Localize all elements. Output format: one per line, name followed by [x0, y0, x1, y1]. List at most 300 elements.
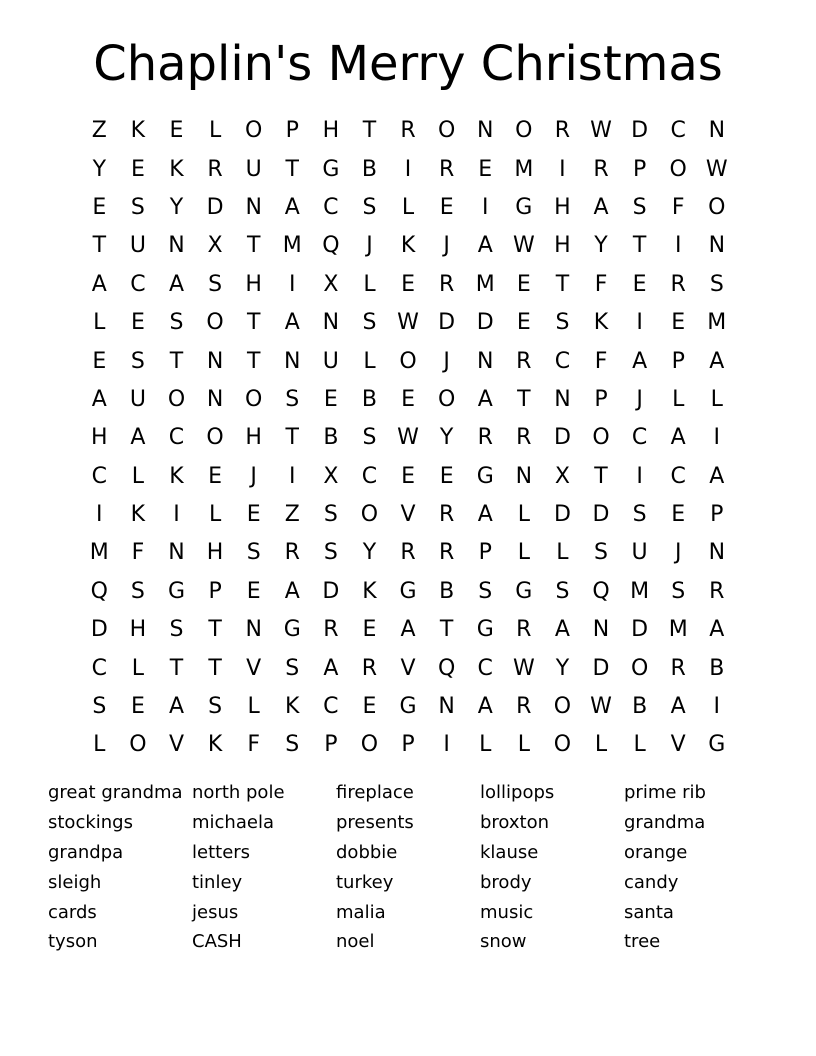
grid-letter: C — [554, 348, 571, 374]
grid-letter: W — [512, 655, 535, 681]
grid-letter: B — [323, 425, 339, 451]
grid-letter: T — [632, 233, 647, 259]
grid-letter: D — [631, 118, 649, 144]
grid-letter: P — [285, 118, 299, 144]
grid-letter: N — [206, 386, 224, 412]
grid-letter: K — [207, 732, 223, 758]
grid-letter: N — [245, 617, 262, 643]
word-list-item: snow — [480, 931, 527, 953]
word-list-item: letters — [192, 841, 251, 863]
grid-letter: I — [713, 694, 721, 720]
grid-letter: V — [168, 732, 185, 758]
grid-letter: A — [130, 425, 146, 451]
word-list-item: CASH — [192, 931, 242, 953]
grid-letter: L — [363, 348, 376, 374]
grid-letter: R — [516, 425, 532, 451]
grid-letter: B — [439, 578, 455, 604]
grid-letter: E — [671, 502, 686, 528]
grid-letter: V — [400, 655, 416, 681]
grid-letter: A — [593, 194, 609, 220]
grid-letter: S — [92, 694, 107, 720]
grid-letter: O — [592, 425, 610, 451]
grid-letter: N — [477, 348, 494, 374]
grid-letter: O — [167, 386, 186, 412]
grid-letter: E — [130, 156, 145, 182]
word-list-row — [48, 808, 788, 838]
grid-row — [80, 419, 740, 457]
grid-letter: M — [668, 617, 688, 643]
grid-letter: S — [362, 425, 377, 451]
grid-letter: F — [671, 194, 685, 220]
grid-letter: P — [324, 732, 338, 758]
grid-letter: D — [592, 655, 610, 681]
grid-row — [80, 688, 740, 726]
grid-letter: R — [709, 578, 725, 604]
grid-letter: N — [322, 310, 340, 336]
grid-letter: E — [478, 156, 493, 182]
grid-letter: R — [284, 540, 300, 566]
grid-letter: A — [477, 694, 493, 720]
grid-letter: R — [438, 540, 455, 566]
grid-letter: W — [512, 233, 535, 259]
grid-letter: O — [129, 732, 147, 758]
grid-letter: O — [669, 156, 687, 182]
grid-letter: S — [169, 617, 184, 643]
grid-letter: S — [208, 694, 223, 720]
grid-letter: N — [245, 194, 262, 220]
grid-letter: N — [515, 463, 533, 489]
word-list-item: brody — [480, 871, 532, 893]
word-list-item: grandpa — [48, 841, 124, 863]
grid-letter: I — [173, 502, 180, 528]
grid-letter: O — [515, 118, 533, 144]
grid-letter: E — [401, 386, 415, 412]
grid-letter: M — [514, 156, 534, 182]
grid-letter: D — [553, 425, 571, 451]
grid-letter: S — [169, 310, 184, 336]
grid-letter: T — [362, 118, 377, 144]
grid-letter: T — [246, 310, 261, 336]
grid-letter: A — [91, 386, 107, 412]
grid-letter: T — [439, 617, 454, 643]
grid-letter: J — [674, 540, 682, 566]
grid-letter: Z — [284, 502, 300, 528]
word-list-item: grandma — [624, 812, 706, 834]
grid-letter: L — [556, 540, 569, 566]
grid-letter: G — [399, 694, 417, 720]
grid-letter: I — [443, 732, 450, 758]
grid-letter: U — [631, 540, 648, 566]
grid-letter: D — [553, 502, 571, 528]
grid-letter: Z — [91, 118, 107, 144]
grid-letter: H — [206, 540, 224, 566]
grid-letter: O — [206, 310, 224, 336]
grid-letter: O — [360, 732, 379, 758]
grid-letter: N — [554, 386, 571, 412]
grid-letter: R — [670, 655, 686, 681]
grid-letter: K — [362, 578, 377, 604]
grid-letter: R — [516, 617, 532, 643]
word-list-item: tree — [624, 931, 661, 953]
grid-letter: S — [555, 310, 570, 336]
word-list-item: broxton — [480, 812, 550, 834]
letter-grid — [80, 112, 740, 765]
grid-letter: K — [169, 156, 184, 182]
grid-letter: S — [594, 540, 608, 566]
grid-letter: G — [708, 732, 726, 758]
grid-letter: E — [632, 271, 647, 297]
grid-letter: S — [285, 386, 300, 412]
word-list-item: stockings — [48, 812, 133, 834]
grid-letter: Y — [439, 425, 454, 451]
grid-letter: O — [708, 194, 726, 220]
grid-letter: U — [245, 156, 262, 182]
grid-letter: S — [555, 578, 570, 604]
word-list-item: noel — [336, 931, 375, 953]
grid-letter: U — [129, 386, 146, 412]
grid-letter: G — [476, 463, 494, 489]
grid-letter: C — [130, 271, 146, 297]
grid-row — [80, 649, 740, 687]
grid-letter: A — [284, 310, 300, 336]
grid-letter: W — [590, 694, 612, 720]
grid-letter: I — [289, 271, 296, 297]
grid-row — [80, 150, 740, 188]
grid-letter: C — [91, 655, 107, 681]
grid-letter: T — [555, 271, 570, 297]
grid-letter: R — [438, 271, 455, 297]
grid-letter: E — [92, 348, 107, 374]
grid-letter: A — [554, 617, 570, 643]
grid-letter: B — [632, 694, 648, 720]
grid-letter: Q — [90, 578, 108, 604]
grid-letter: K — [169, 463, 184, 489]
grid-letter: V — [246, 655, 262, 681]
grid-letter: R — [400, 540, 416, 566]
grid-letter: E — [439, 463, 454, 489]
word-list-item: tinley — [192, 871, 243, 893]
grid-letter: E — [401, 463, 415, 489]
grid-letter: V — [400, 502, 416, 528]
grid-letter: L — [363, 271, 376, 297]
grid-letter: S — [362, 194, 377, 220]
grid-letter: C — [91, 463, 107, 489]
grid-row — [80, 611, 740, 649]
grid-letter: T — [169, 348, 184, 374]
word-list-item: prime rib — [624, 782, 706, 804]
grid-letter: O — [437, 118, 456, 144]
grid-letter: G — [283, 617, 301, 643]
grid-letter: L — [479, 732, 492, 758]
grid-letter: R — [516, 694, 532, 720]
grid-letter: G — [476, 617, 494, 643]
grid-letter: F — [594, 348, 608, 374]
word-list-item: jesus — [192, 901, 239, 923]
grid-letter: E — [362, 617, 377, 643]
word-list-item: klause — [480, 841, 539, 863]
grid-letter: H — [554, 194, 571, 220]
grid-row — [80, 458, 740, 496]
grid-letter: R — [516, 348, 532, 374]
grid-letter: O — [245, 118, 263, 144]
grid-letter: O — [553, 732, 572, 758]
grid-letter: E — [516, 310, 531, 336]
grid-letter: S — [130, 194, 145, 220]
grid-letter: N — [477, 118, 494, 144]
grid-letter: L — [633, 732, 646, 758]
grid-letter: S — [246, 540, 261, 566]
grid-letter: W — [397, 425, 419, 451]
grid-row — [80, 304, 740, 342]
grid-letter: S — [285, 732, 300, 758]
grid-letter: I — [636, 463, 643, 489]
word-list-item: michaela — [192, 812, 274, 834]
grid-letter: C — [361, 463, 378, 489]
grid-letter: M — [282, 233, 302, 259]
word-list-item: santa — [624, 901, 674, 923]
grid-letter: D — [592, 502, 610, 528]
grid-letter: S — [709, 271, 724, 297]
grid-letter: A — [284, 578, 300, 604]
grid-letter: O — [399, 348, 417, 374]
grid-letter: P — [632, 156, 647, 182]
grid-letter: L — [247, 694, 260, 720]
grid-letter: N — [168, 540, 185, 566]
grid-letter: Y — [594, 233, 608, 259]
grid-letter: E — [401, 271, 415, 297]
grid-letter: L — [517, 502, 530, 528]
grid-letter: R — [438, 502, 455, 528]
grid-row — [80, 227, 740, 265]
grid-letter: Q — [437, 655, 456, 681]
grid-letter: R — [554, 118, 571, 144]
grid-letter: R — [400, 118, 416, 144]
grid-letter: M — [630, 578, 650, 604]
word-list-row — [48, 838, 788, 868]
grid-letter: J — [443, 348, 450, 374]
grid-letter: C — [670, 118, 686, 144]
grid-letter: J — [636, 386, 643, 412]
grid-letter: G — [167, 578, 186, 604]
grid-letter: S — [362, 310, 377, 336]
grid-letter: K — [130, 502, 146, 528]
grid-letter: A — [477, 233, 493, 259]
grid-letter: T — [169, 655, 184, 681]
word-list-item: lollipops — [480, 782, 555, 804]
grid-letter: E — [92, 194, 107, 220]
word-list-item: orange — [624, 841, 688, 863]
grid-letter: E — [362, 694, 377, 720]
word-list-item: cards — [48, 901, 97, 923]
grid-letter: S — [130, 578, 145, 604]
grid-letter: N — [438, 694, 455, 720]
word-list — [48, 778, 788, 957]
grid-letter: U — [322, 348, 339, 374]
grid-letter: P — [710, 502, 724, 528]
grid-letter: I — [289, 463, 296, 489]
grid-letter: H — [245, 271, 262, 297]
word-list-item: candy — [624, 871, 679, 893]
grid-letter: F — [131, 540, 145, 566]
grid-letter: L — [710, 386, 723, 412]
grid-letter: P — [671, 348, 685, 374]
grid-letter: O — [437, 386, 456, 412]
word-list-item: dobbie — [336, 841, 398, 863]
grid-letter: N — [284, 348, 301, 374]
grid-letter: Y — [362, 540, 377, 566]
grid-letter: F — [594, 271, 608, 297]
grid-letter: T — [517, 386, 531, 412]
grid-letter: I — [96, 502, 103, 528]
grid-row — [80, 266, 740, 304]
grid-letter: M — [707, 310, 727, 336]
grid-letter: D — [476, 310, 494, 336]
grid-letter: S — [632, 502, 647, 528]
grid-letter: M — [475, 271, 495, 297]
grid-letter: F — [247, 732, 260, 758]
grid-letter: T — [208, 655, 222, 681]
grid-letter: K — [593, 310, 609, 336]
grid-row — [80, 342, 740, 380]
word-list-item: music — [480, 901, 534, 923]
grid-letter: X — [207, 233, 223, 259]
grid-letter: J — [250, 463, 257, 489]
grid-letter: E — [439, 194, 454, 220]
word-list-row — [48, 897, 788, 927]
grid-letter: I — [559, 156, 566, 182]
grid-letter: O — [553, 694, 572, 720]
grid-letter: H — [322, 118, 340, 144]
word-list-item: north pole — [192, 782, 285, 804]
grid-letter: O — [630, 655, 649, 681]
grid-letter: M — [89, 540, 109, 566]
grid-letter: S — [323, 540, 338, 566]
grid-letter: R — [323, 617, 339, 643]
word-list-row — [48, 927, 788, 957]
grid-letter: X — [323, 271, 339, 297]
grid-letter: L — [131, 655, 145, 681]
grid-letter: E — [246, 502, 261, 528]
grid-letter: I — [713, 425, 721, 451]
grid-letter: T — [285, 156, 299, 182]
grid-letter: A — [91, 271, 107, 297]
grid-letter: K — [285, 694, 300, 720]
grid-letter: L — [594, 732, 608, 758]
grid-letter: E — [246, 578, 261, 604]
grid-letter: N — [206, 348, 224, 374]
grid-letter: S — [208, 271, 223, 297]
grid-letter: R — [438, 156, 455, 182]
grid-letter: D — [322, 578, 340, 604]
grid-letter: T — [246, 233, 261, 259]
grid-letter: G — [399, 578, 417, 604]
grid-letter: I — [636, 310, 643, 336]
grid-letter: G — [515, 194, 533, 220]
grid-row — [80, 496, 740, 534]
grid-letter: E — [208, 463, 223, 489]
grid-letter: D — [631, 617, 649, 643]
grid-row — [80, 534, 740, 572]
grid-letter: W — [397, 310, 419, 336]
grid-letter: P — [478, 540, 492, 566]
grid-letter: Q — [322, 233, 340, 259]
grid-letter: E — [169, 118, 184, 144]
grid-letter: O — [360, 502, 379, 528]
grid-letter: L — [672, 386, 685, 412]
grid-letter: N — [708, 118, 726, 144]
grid-letter: X — [323, 463, 339, 489]
grid-letter: K — [130, 118, 146, 144]
grid-letter: A — [168, 271, 185, 297]
grid-letter: A — [284, 194, 300, 220]
grid-letter: S — [130, 348, 145, 374]
grid-letter: E — [323, 386, 338, 412]
grid-letter: A — [323, 655, 339, 681]
word-list-item: presents — [336, 812, 414, 834]
grid-letter: H — [129, 617, 147, 643]
grid-letter: T — [285, 425, 299, 451]
grid-letter: V — [670, 732, 686, 758]
grid-letter: B — [709, 655, 725, 681]
word-list-item: malia — [336, 901, 386, 923]
grid-letter: D — [438, 310, 456, 336]
grid-letter: G — [515, 578, 533, 604]
word-list-item: great grandma — [48, 782, 183, 804]
word-list-item: fireplace — [336, 782, 414, 804]
grid-letter: C — [670, 463, 686, 489]
grid-letter: S — [632, 194, 647, 220]
grid-letter: H — [91, 425, 108, 451]
grid-letter: O — [206, 425, 224, 451]
grid-letter: C — [477, 655, 493, 681]
word-list-row — [48, 778, 788, 808]
word-list-item: turkey — [336, 871, 394, 893]
grid-letter: B — [361, 386, 377, 412]
grid-letter: E — [130, 310, 145, 336]
grid-letter: A — [670, 694, 686, 720]
grid-letter: E — [516, 271, 531, 297]
grid-letter: E — [671, 310, 686, 336]
grid-letter: K — [400, 233, 416, 259]
grid-letter: L — [93, 732, 106, 758]
grid-letter: C — [323, 694, 339, 720]
grid-letter: I — [404, 156, 412, 182]
grid-letter: H — [554, 233, 571, 259]
grid-row — [80, 112, 740, 150]
grid-letter: W — [590, 118, 612, 144]
grid-letter: I — [674, 233, 682, 259]
grid-letter: N — [708, 233, 726, 259]
grid-letter: A — [709, 463, 725, 489]
grid-letter: L — [93, 310, 106, 336]
grid-letter: Q — [592, 578, 610, 604]
grid-letter: C — [323, 194, 339, 220]
grid-letter: S — [478, 578, 493, 604]
grid-letter: I — [481, 194, 489, 220]
grid-row — [80, 726, 740, 764]
word-list-item: sleigh — [48, 871, 102, 893]
grid-letter: C — [168, 425, 185, 451]
grid-letter: A — [168, 694, 185, 720]
grid-letter: S — [323, 502, 338, 528]
grid-letter: U — [129, 233, 146, 259]
grid-letter: L — [401, 194, 415, 220]
grid-letter: E — [130, 694, 145, 720]
grid-letter: B — [361, 156, 377, 182]
grid-letter: T — [92, 233, 107, 259]
grid-letter: S — [285, 655, 300, 681]
grid-letter: R — [361, 655, 378, 681]
